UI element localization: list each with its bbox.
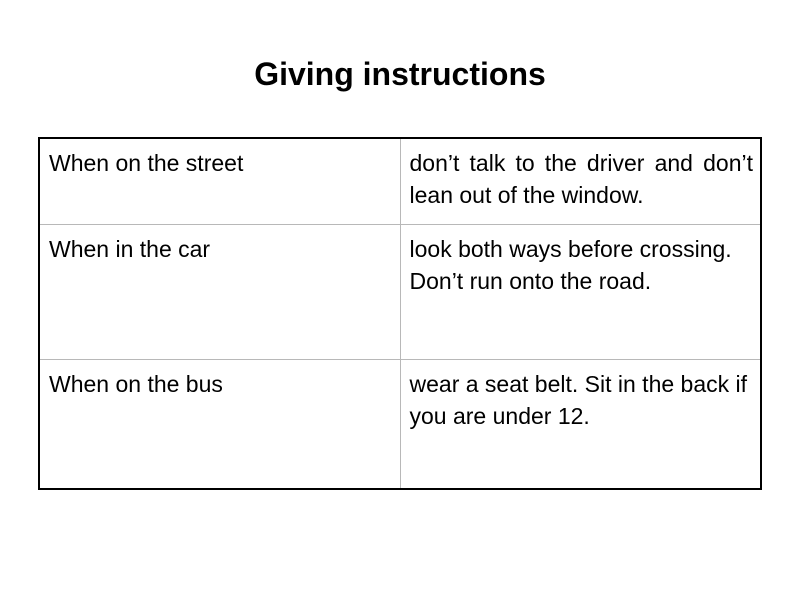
- instruction-cell: wear a seat belt. Sit in the back if you are under 12.: [400, 359, 761, 489]
- page-title: Giving instructions: [254, 56, 546, 92]
- situation-cell: When on the bus: [39, 359, 400, 489]
- table-row: [39, 138, 761, 224]
- instruction-cell: don’t talk to the driver and don’t lean out of the window.: [400, 138, 761, 224]
- situation-cell: When in the car: [39, 224, 400, 359]
- instruction-cell: look both ways before crossing. Don’t run onto the road.: [400, 224, 761, 359]
- table-row: [39, 359, 761, 489]
- table-row: [39, 224, 761, 359]
- instructions-table: [38, 137, 762, 490]
- situation-cell: When on the street: [39, 138, 400, 224]
